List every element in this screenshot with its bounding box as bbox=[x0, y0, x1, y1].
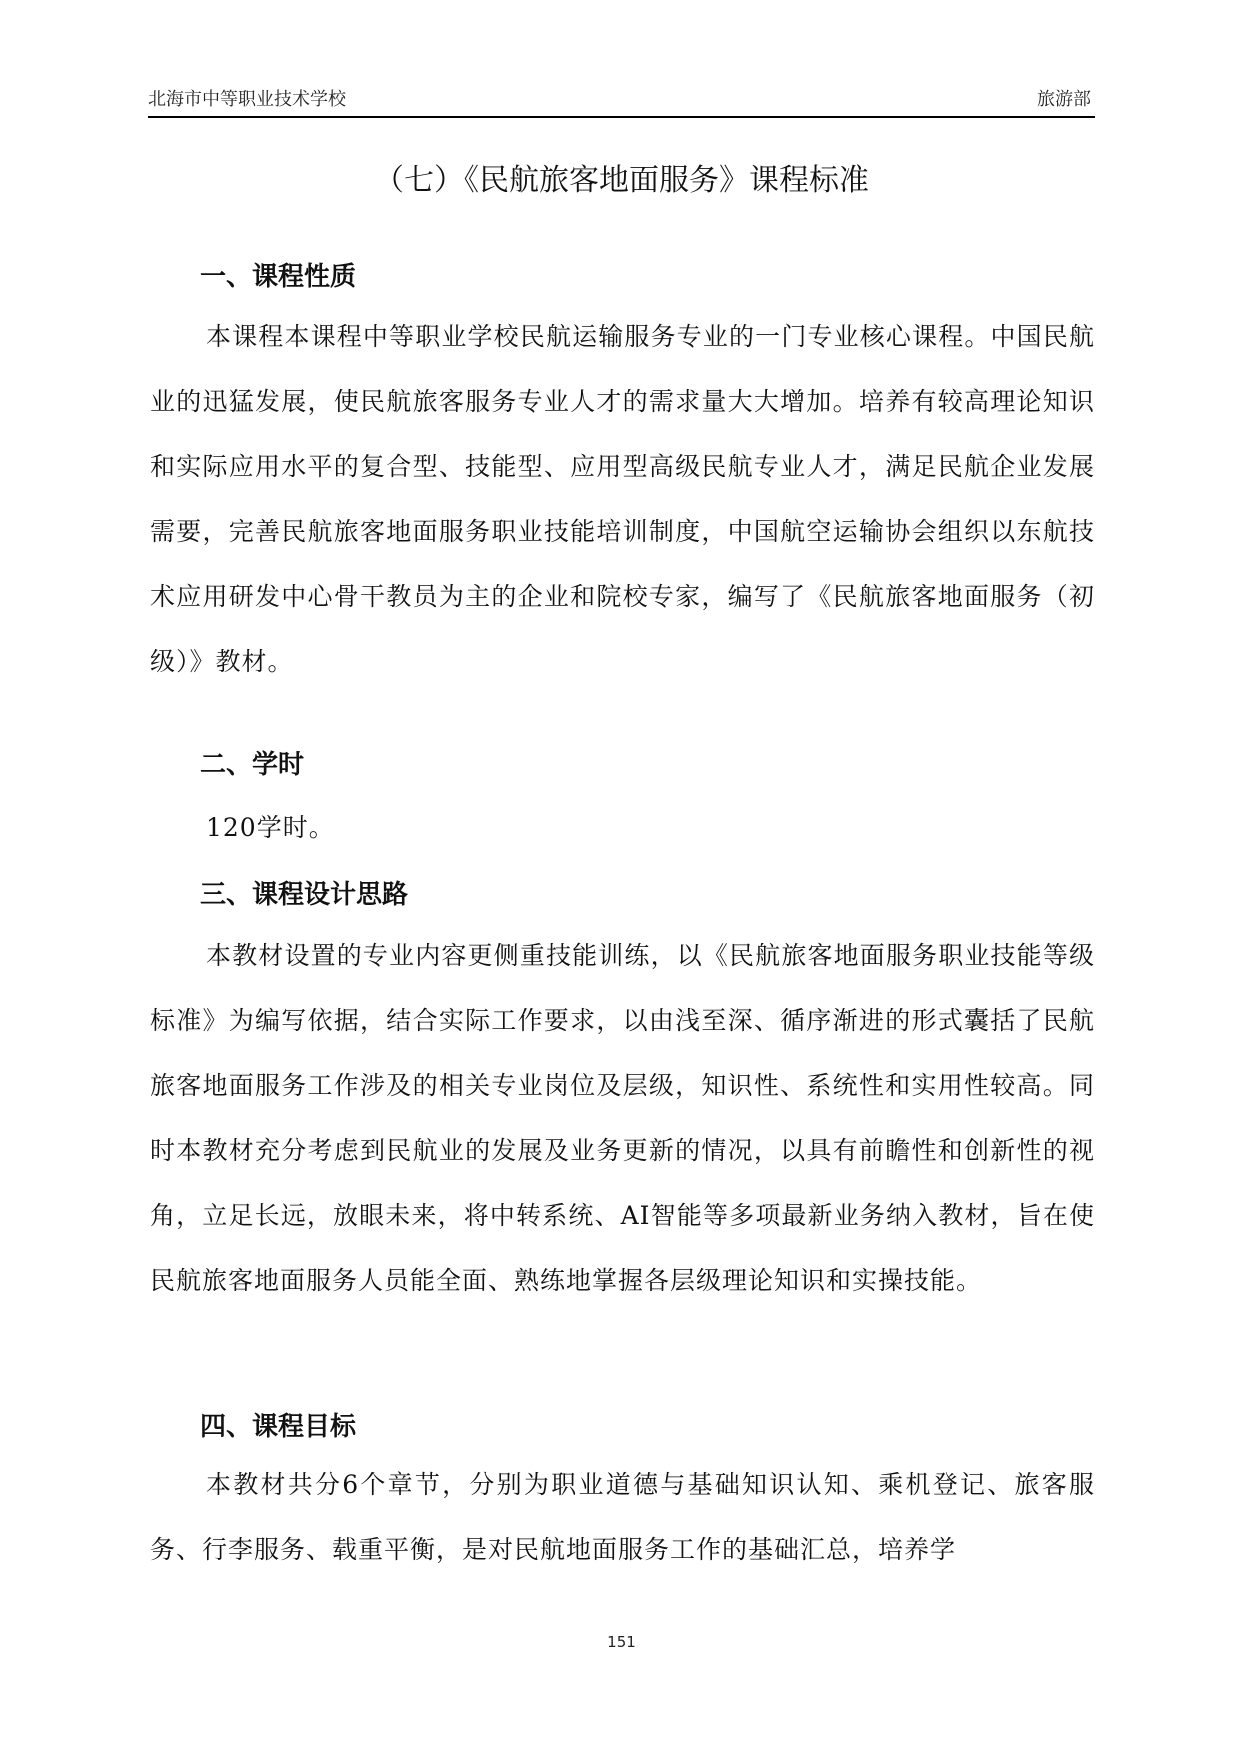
section-paragraph-class-hours: 120学时。 bbox=[206, 813, 335, 842]
department-name: 旅游部 bbox=[1037, 89, 1091, 110]
section-heading-design-approach: 三、课程设计思路 bbox=[200, 880, 409, 910]
section-paragraph-course-nature: 本课程本课程中等职业学校民航运输服务专业的一门专业核心课程。中国民航业的迅猛发展，使民航旅客服务专业人才的需求量大大增加。培养有较高理论知识和实际应用水平的复合型、技能型、应用型高级民航专业人才，满足民航企业发展需要，完善民航旅客地面服务职业技能培训制度，中国航空运输协会组织以东航技术应用研发中心骨干教员为主的企业和院校专家，编写了《民航旅客地面服务（初级）》教材。 bbox=[150, 322, 1095, 676]
section-paragraph-design-approach: 本教材设置的专业内容更侧重技能训练，以《民航旅客地面服务职业技能等级标准》为编写依据，结合实际工作要求，以由浅至深、循序渐进的形式囊括了民航旅客地面服务工作涉及的相关专业岗位及层级，知识性、系统性和实用性较高。同时本教材充分考虑到民航业的发展及业务更新的情况，以具有前瞻性和创新性的视角，立足长远，放眼未来，将中转系统、AI智能等多项最新业务纳入教材，旨在使民航旅客地面服务人员能全面、熟练地掌握各层级理论知识和实操技能。 bbox=[150, 941, 1095, 1295]
section-heading-class-hours: 二、学时 bbox=[200, 750, 305, 780]
section-heading-course-goals: 四、课程目标 bbox=[200, 1412, 357, 1442]
page-number: 151 bbox=[607, 1633, 636, 1651]
school-name: 北海市中等职业技术学校 bbox=[148, 89, 346, 110]
document-title: （七）《民航旅客地面服务》课程标准 bbox=[374, 163, 869, 198]
page-header bbox=[148, 86, 1095, 118]
section-paragraph-course-goals: 本教材共分6个章节，分别为职业道德与基础知识认知、乘机登记、旅客服务、行李服务、载重平衡，是对民航地面服务工作的基础汇总，培养学 bbox=[150, 1470, 1095, 1564]
section-heading-course-nature: 一、课程性质 bbox=[200, 262, 357, 292]
